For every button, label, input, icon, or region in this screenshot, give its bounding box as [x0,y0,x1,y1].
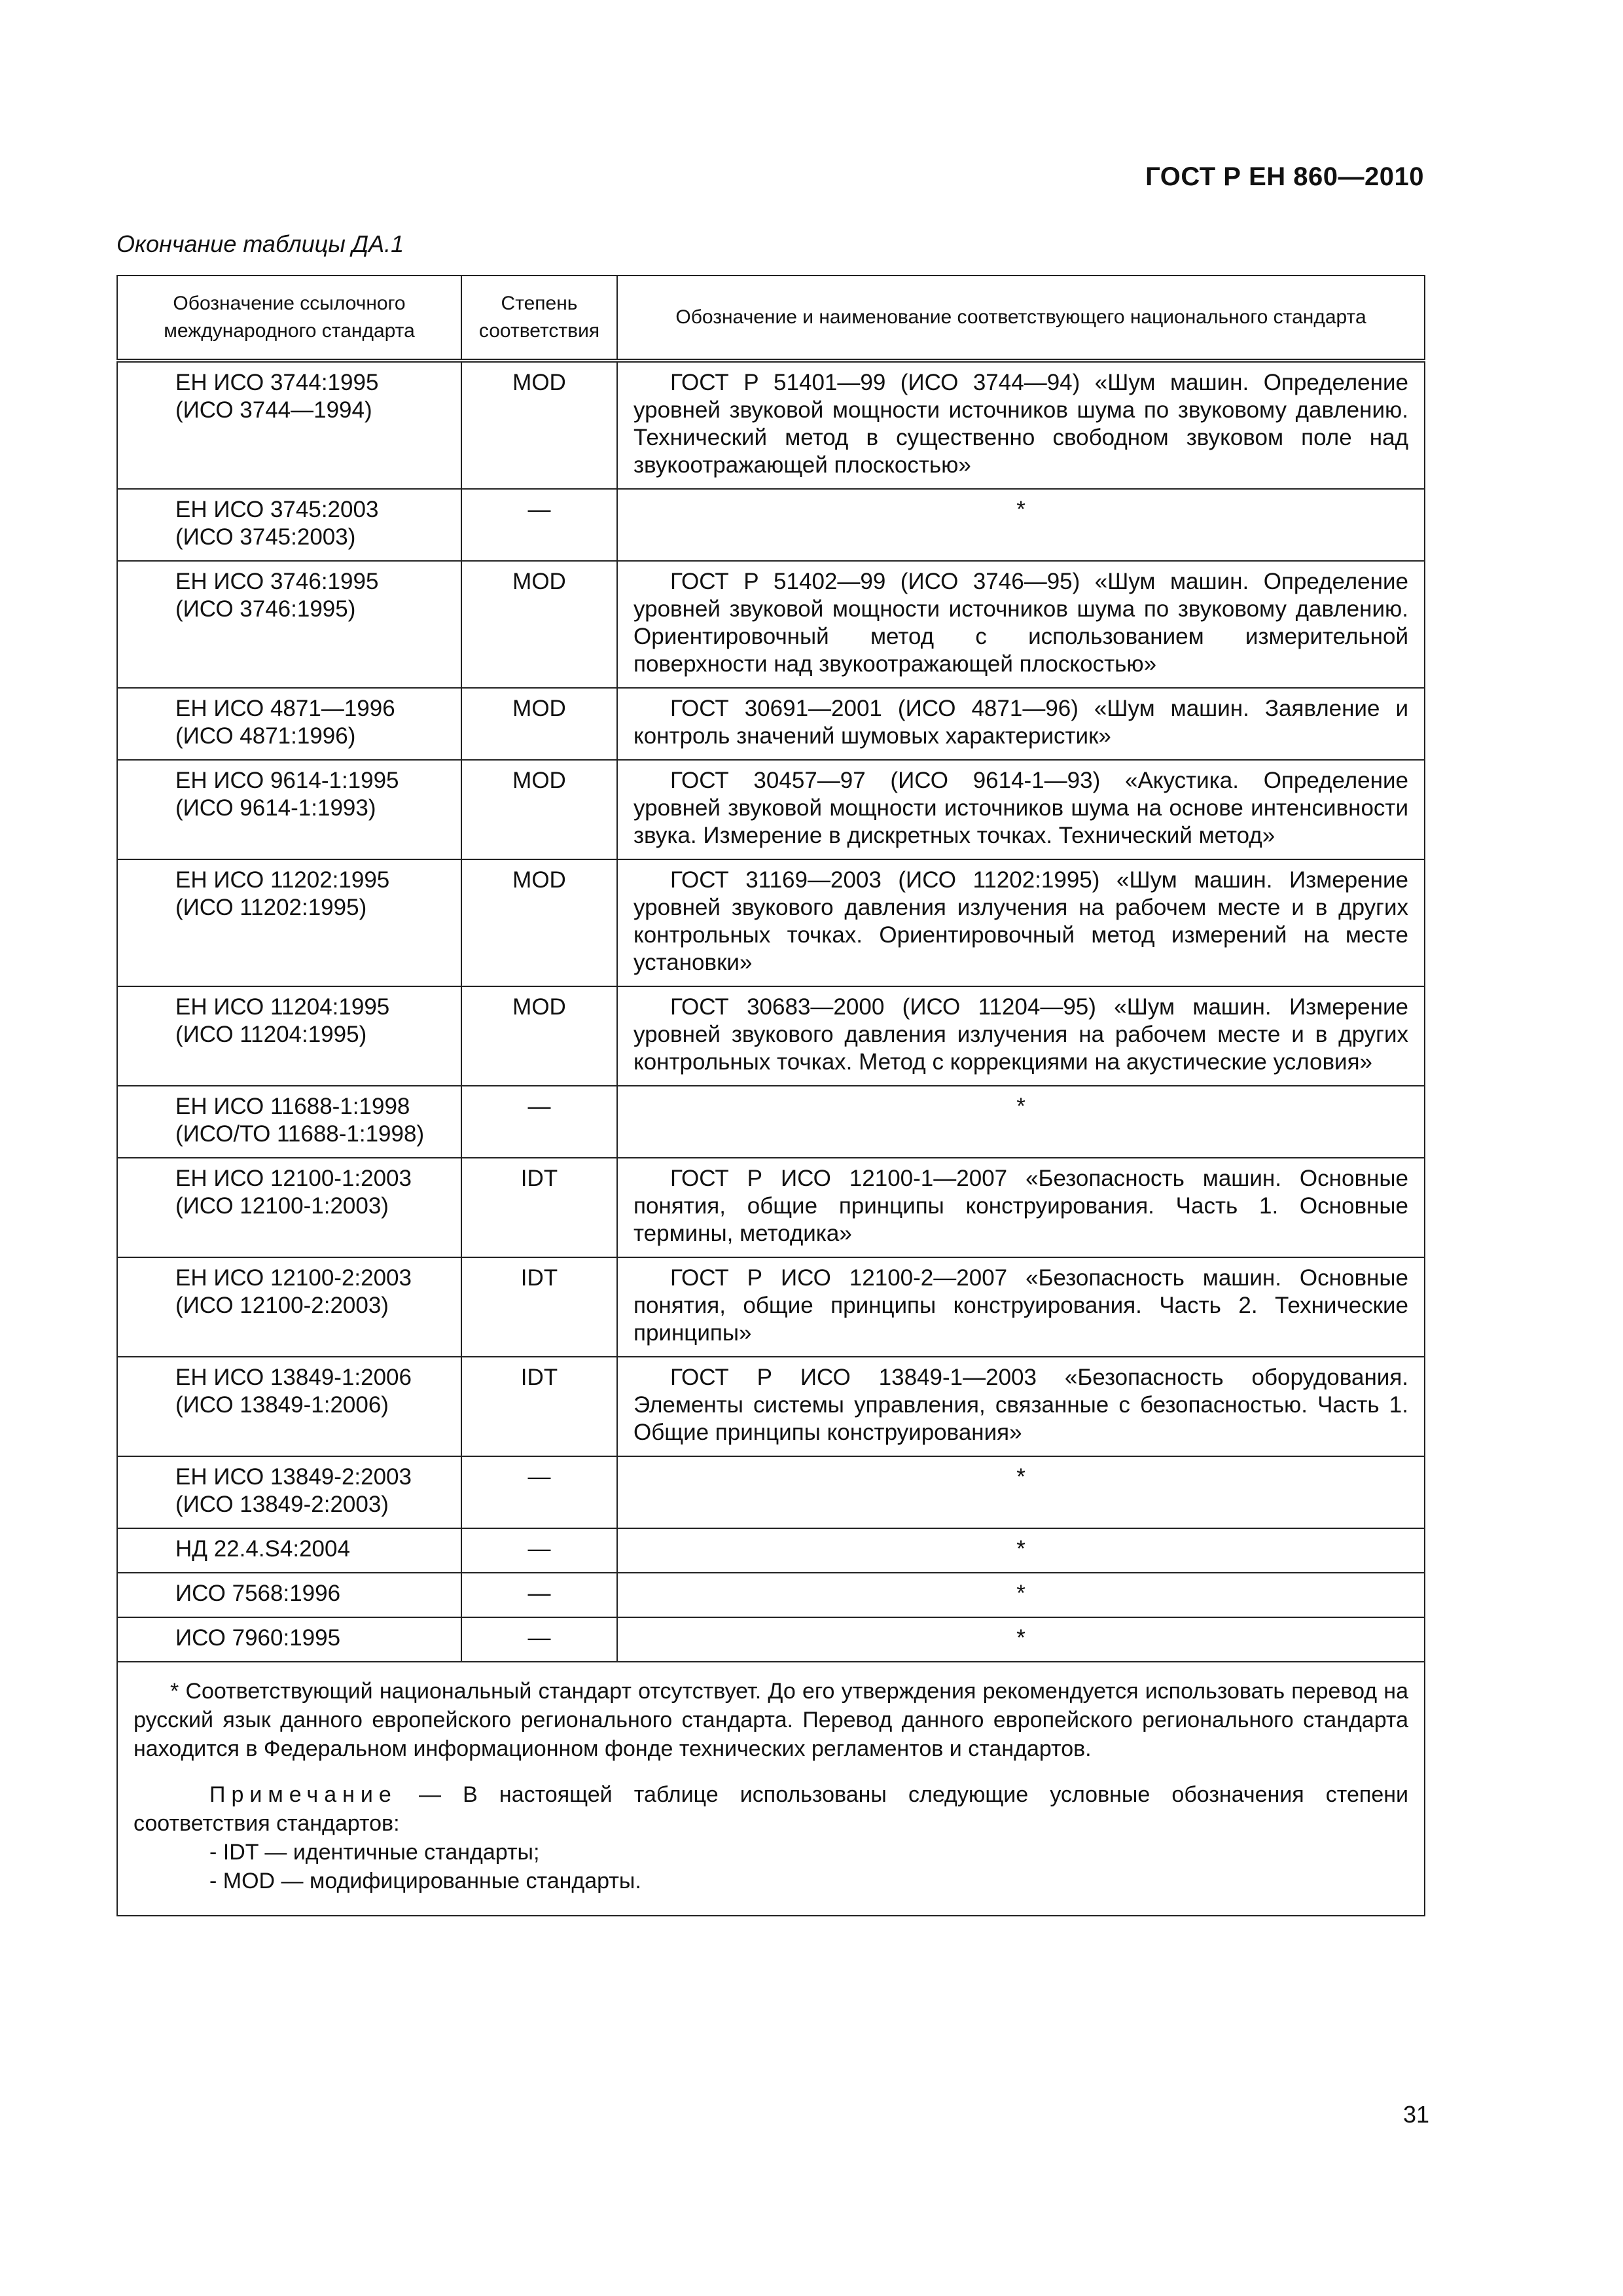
conformity-degree-cell: MOD [461,688,617,760]
reference-standard-iso-code: (ИСО 3744—1994) [175,397,372,423]
table-row [117,1456,1425,1528]
reference-standard-cell [117,1357,461,1456]
national-standard-text: ГОСТ Р ИСО 12100-1—2007 «Безопасность машин. Основные понятия, общие принципы конструирования. Часть 1. Основные термины, методика» [633,1166,1408,1246]
national-standard-text: ГОСТ Р 51401—99 (ИСО 3744—94) «Шум машин. Определение уровней звуковой мощности источников шума по звуковому давлению. Технический метод в существенно свободном звуковом поле над звукоотражающей плоскостью» [633,370,1408,478]
national-standard-cell [617,859,1425,986]
reference-standard-iso-code: (ИСО 12100-1:2003) [175,1193,389,1219]
table-row [117,1257,1425,1357]
note [134,1780,1408,1838]
reference-standard-iso-code: (ИСО 9614-1:1993) [175,795,376,821]
reference-standard-code: ЕН ИСО 13849-1:2006 [175,1365,412,1390]
table-row [117,688,1425,760]
table-row [117,859,1425,986]
reference-standard-cell [117,1456,461,1528]
table-row [117,1086,1425,1158]
reference-standard-cell [117,859,461,986]
footnote-marker: * [1016,1094,1026,1119]
reference-standard-cell [117,986,461,1086]
reference-standard-cell [117,1528,461,1573]
conformity-degree-cell: IDT [461,1257,617,1357]
table-row [117,1573,1425,1617]
national-standard-cell [617,1257,1425,1357]
national-standard-cell [617,1158,1425,1257]
conformity-degree-cell: — [461,1573,617,1617]
conformity-degree-cell: MOD [461,760,617,859]
reference-standard-code: НД 22.4.S4:2004 [175,1536,350,1562]
national-standard-cell [617,361,1425,489]
reference-standard-iso-code: (ИСО/ТО 11688-1:1998) [175,1121,425,1147]
reference-table [116,275,1425,1916]
national-standard-cell [617,986,1425,1086]
footnote-marker: * [1016,1625,1026,1651]
reference-standard-iso-code: (ИСО 3745:2003) [175,524,356,550]
national-standard-cell [617,1528,1425,1573]
footnote-marker: * [1016,1464,1026,1490]
national-standard-text: ГОСТ Р 51402—99 (ИСО 3746—95) «Шум машин. Определение уровней звуковой мощности источников шума по звуковому давлению. Ориентировочный метод с использованием измерительной поверхности над звукоотражающей плоскостью» [633,569,1408,677]
national-standard-text: ГОСТ 30683—2000 (ИСО 11204—95) «Шум машин. Измерение уровней звукового давления излучения на рабочем месте и в других контрольных точках. Метод с коррекциями на акустические условия» [633,994,1408,1075]
reference-standard-cell [117,1617,461,1662]
reference-standard-iso-code: (ИСО 4871:1996) [175,723,356,749]
reference-standard-code: ЕН ИСО 12100-1:2003 [175,1166,412,1191]
table-footer [117,1662,1425,1916]
reference-standard-cell [117,1573,461,1617]
national-standard-text: ГОСТ 30691—2001 (ИСО 4871—96) «Шум машин. Заявление и контроль значений шумовых характеристик» [633,696,1408,749]
conformity-degree-cell: — [461,1456,617,1528]
national-standard-cell [617,760,1425,859]
note-item-mod: - MOD — модифицированные стандарты. [209,1869,641,1893]
reference-standard-iso-code: (ИСО 11202:1995) [175,895,367,920]
national-standard-cell [617,561,1425,688]
national-standard-cell [617,1357,1425,1456]
national-standard-text: ГОСТ 31169—2003 (ИСО 11202:1995) «Шум машин. Измерение уровней звукового давления излучения на рабочем месте и в других контрольных точках. Ориентировочный метод измерений на месте установки» [633,867,1408,975]
reference-standard-cell [117,688,461,760]
reference-standard-code: ИСО 7568:1996 [175,1581,341,1606]
table-row [117,1357,1425,1456]
reference-standard-iso-code: (ИСО 12100-2:2003) [175,1293,389,1318]
reference-standard-cell [117,1158,461,1257]
column-header-degree: Степень соответствия [461,276,617,361]
table-row [117,1528,1425,1573]
reference-standard-code: ЕН ИСО 11204:1995 [175,994,390,1020]
table-row [117,986,1425,1086]
national-standard-text: ГОСТ 30457—97 (ИСО 9614-1—93) «Акустика. Определение уровней звуковой мощности источников шума на основе интенсивности звука. Измерение в дискретных точках. Технический метод» [633,768,1408,848]
national-standard-text: ГОСТ Р ИСО 12100-2—2007 «Безопасность машин. Основные понятия, общие принципы конструирования. Часть 2. Технические принципы» [633,1265,1408,1346]
table-caption: Окончание таблицы ДА.1 [116,230,404,257]
reference-standard-code: ИСО 7960:1995 [175,1625,341,1651]
reference-standard-code: ЕН ИСО 3744:1995 [175,370,379,395]
column-header-national: Обозначение и наименование соответствующего национального стандарта [617,276,1425,361]
reference-standard-iso-code: (ИСО 3746:1995) [175,596,356,622]
reference-standard-code: ЕН ИСО 11202:1995 [175,867,390,893]
table-row [117,489,1425,561]
conformity-degree-cell: IDT [461,1357,617,1456]
national-standard-cell [617,1617,1425,1662]
footnote: * Соответствующий национальный стандарт отсутствует. До его утверждения рекомендуется использовать перевод на русский язык данного европейского регионального стандарта. Перевод данного европейского регионального стандарта находится в Федеральном информационном фонде технических регламентов и стандартов. [134,1679,1408,1761]
reference-standard-iso-code: (ИСО 11204:1995) [175,1022,367,1047]
conformity-degree-cell: MOD [461,859,617,986]
reference-standard-code: ЕН ИСО 13849-2:2003 [175,1464,412,1490]
conformity-degree-cell: MOD [461,986,617,1086]
reference-standard-code: ЕН ИСО 9614-1:1995 [175,768,399,793]
footnote-marker: * [1016,497,1026,522]
reference-standard-iso-code: (ИСО 13849-1:2006) [175,1392,389,1418]
reference-standard-code: ЕН ИСО 3746:1995 [175,569,379,594]
table-row [117,561,1425,688]
footnote-marker: * [1016,1536,1026,1562]
reference-standard-cell [117,1086,461,1158]
conformity-degree-cell: — [461,1617,617,1662]
conformity-degree-cell: — [461,489,617,561]
national-standard-cell [617,1086,1425,1158]
table-header-row [117,276,1425,361]
table-footer-row [117,1662,1425,1916]
note-item-idt: - IDT — идентичные стандарты; [209,1840,540,1865]
conformity-degree-cell: MOD [461,561,617,688]
page-number: 31 [1402,2101,1429,2128]
reference-standard-code: ЕН ИСО 12100-2:2003 [175,1265,412,1291]
reference-standard-code: ЕН ИСО 3745:2003 [175,497,379,522]
table-row [117,361,1425,489]
national-standard-cell [617,489,1425,561]
conformity-degree-cell: — [461,1086,617,1158]
note-label: Примечание [209,1782,397,1807]
reference-standard-cell [117,760,461,859]
reference-standard-iso-code: (ИСО 13849-2:2003) [175,1492,389,1517]
reference-standard-cell [117,1257,461,1357]
reference-standard-cell [117,361,461,489]
reference-standard-code: ЕН ИСО 11688-1:1998 [175,1094,410,1119]
reference-standard-cell [117,489,461,561]
table-row [117,1617,1425,1662]
conformity-degree-cell: MOD [461,361,617,489]
reference-standard-code: ЕН ИСО 4871—1996 [175,696,395,721]
note-text: — В настоящей таблице использованы следующие условные обозначения степени соответствия стандартов: [134,1782,1408,1836]
column-header-reference: Обозначение ссылочного международного стандарта [117,276,461,361]
table-row [117,760,1425,859]
document-header: ГОСТ Р ЕН 860—2010 [1145,162,1424,191]
reference-standard-cell [117,561,461,688]
table-row [117,1158,1425,1257]
conformity-degree-cell: IDT [461,1158,617,1257]
national-standard-cell [617,688,1425,760]
national-standard-cell [617,1456,1425,1528]
national-standard-cell [617,1573,1425,1617]
conformity-degree-cell: — [461,1528,617,1573]
footnote-marker: * [1016,1581,1026,1606]
national-standard-text: ГОСТ Р ИСО 13849-1—2003 «Безопасность оборудования. Элементы системы управления, связанные с безопасностью. Часть 1. Общие принципы конструирования» [633,1365,1408,1445]
